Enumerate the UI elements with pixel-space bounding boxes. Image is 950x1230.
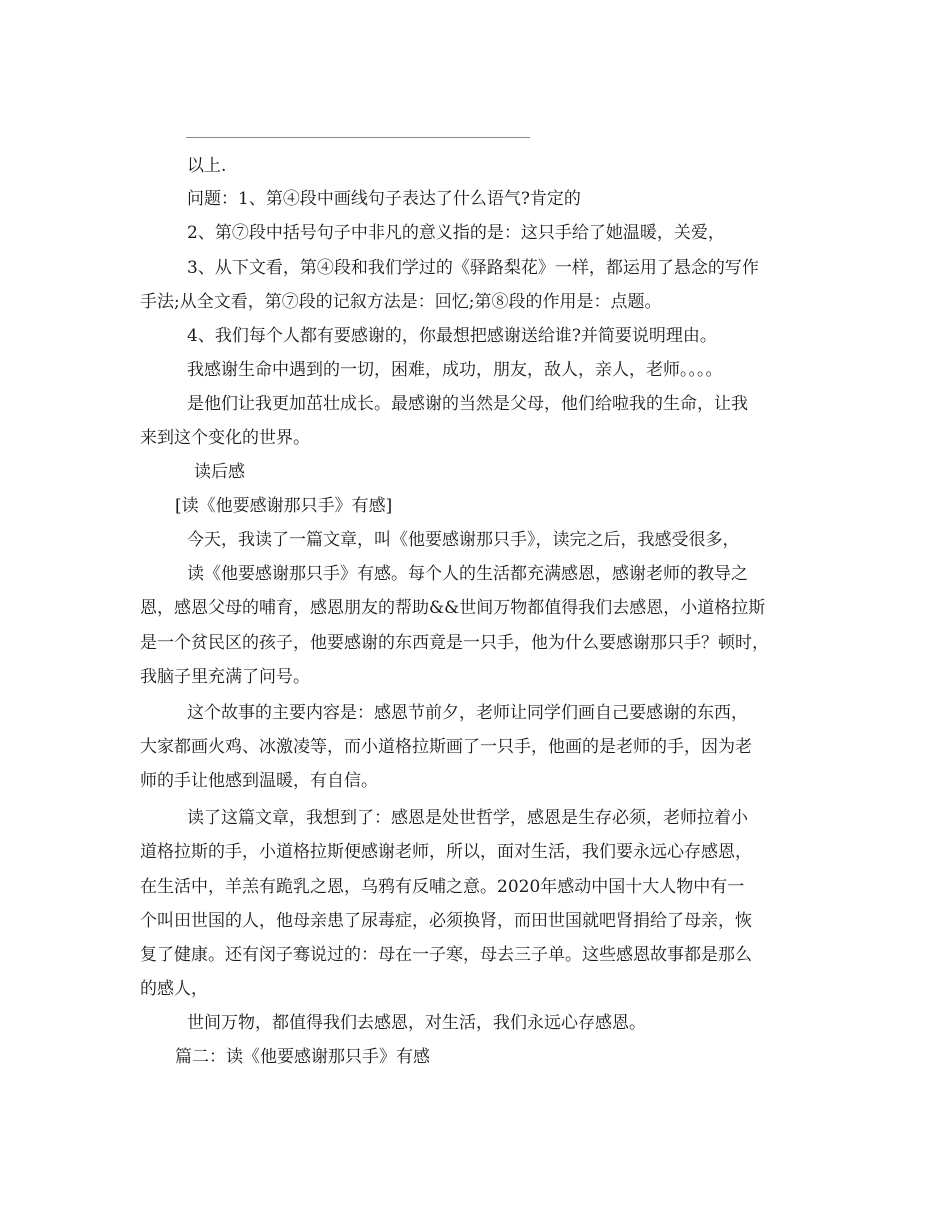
essay-line-10: 道格拉斯的手，小道格拉斯便感谢老师，所以，面对生活，我们要永远心存感恩， <box>140 842 752 862</box>
text-line-question-1: 问题：1、第④段中画线句子表达了什么语气?肯定的 <box>187 189 581 209</box>
text-line-question-3-cont: 手法;从全文看，第⑦段的记叙方法是：回忆;第⑧段的作用是：点题。 <box>140 292 662 312</box>
text-line-question-2: 2、第⑦段中括号句子中非凡的意义指的是：这只手给了她温暖，关爱， <box>187 223 725 243</box>
essay-line-6: 这个故事的主要内容是：感恩节前夕，老师让同学们画自己要感谢的东西， <box>187 703 748 723</box>
essay-line-4: 是一个贫民区的孩子，他要感谢的东西竟是一只手，他为什么要感谢那只手？顿时， <box>140 633 769 653</box>
top-divider <box>186 137 530 138</box>
essay-line-8: 师的手让他感到温暖，有自信。 <box>140 771 378 791</box>
text-line-yishang: 以上. <box>187 156 227 176</box>
section-heading-reflection: 读后感 <box>194 462 245 482</box>
essay-line-14: 的感人， <box>140 979 208 999</box>
essay-line-11: 在生活中，羊羔有跪乳之恩，乌鸦有反哺之意。2020年感动中国十大人物中有一 <box>140 877 745 897</box>
essay-line-12: 个叫田世国的人，他母亲患了尿毒症，必须换肾，而田世国就吧肾捐给了母亲，恢 <box>140 911 752 931</box>
essay-line-13: 复了健康。还有闵子骞说过的：母在一子寒，母去三子单。这些感恩故事都是那么 <box>140 945 752 965</box>
essay-line-15: 世间万物，都值得我们去感恩，对生活，我们永远心存感恩。 <box>187 1013 646 1033</box>
text-line-answer-3: 来到这个变化的世界。 <box>140 428 310 448</box>
essay-line-3: 恩，感恩父母的哺育，感恩朋友的帮助&&世间万物都值得我们去感恩，小道格拉斯 <box>140 598 766 618</box>
essay-line-7: 大家都画火鸡、冰激凌等，而小道格拉斯画了一只手，他画的是老师的手，因为老 <box>140 737 752 757</box>
text-line-answer-1: 我感谢生命中遇到的一切，困难，成功，朋友，敌人，亲人，老师。。。。 <box>187 360 723 380</box>
section-heading-part-two: 篇二：读《他要感谢那只手》有感 <box>175 1047 430 1067</box>
essay-line-5: 我脑子里充满了问号。 <box>140 667 310 687</box>
essay-line-2: 读《他要感谢那只手》有感。每个人的生活都充满感恩，感谢老师的教导之 <box>187 564 748 584</box>
text-line-question-3: 3、从下文看，第④段和我们学过的《驿路梨花》一样，都运用了悬念的写作 <box>187 258 759 278</box>
essay-title: [读《他要感谢那只手》有感] <box>175 496 393 516</box>
essay-line-9: 读了这篇文章，我想到了：感恩是处世哲学，感恩是生存必须，老师拉着小 <box>187 808 748 828</box>
essay-line-1: 今天，我读了一篇文章，叫《他要感谢那只手》，读完之后，我感受很多， <box>187 530 740 550</box>
text-line-question-4: 4、我们每个人都有要感谢的，你最想把感谢送给谁?并简要说明理由。 <box>187 326 717 346</box>
text-line-answer-2: 是他们让我更加茁壮成长。最感谢的当然是父母，他们给啦我的生命，让我 <box>187 394 748 414</box>
